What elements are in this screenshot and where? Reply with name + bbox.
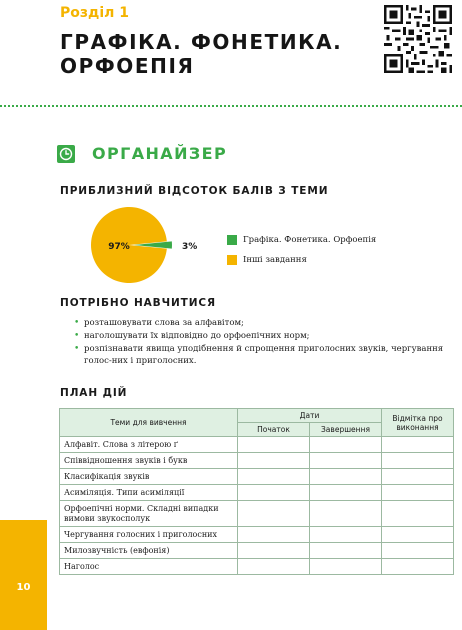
- start-date-cell[interactable]: [238, 437, 310, 453]
- table-row: [60, 501, 454, 527]
- mark-cell[interactable]: [382, 559, 454, 575]
- end-date-cell[interactable]: [310, 469, 382, 485]
- organizer-title: ОРГАНАЙЗЕР: [92, 144, 228, 163]
- pie-chart-svg: [86, 200, 216, 290]
- topic-cell: Чергування голосних і приголосних: [60, 527, 238, 543]
- page-title: [60, 30, 380, 78]
- mark-cell[interactable]: [382, 469, 454, 485]
- topic-cell: Милозвучність (евфонія): [60, 543, 238, 559]
- topic-cell: Алфавіт. Слова з літерою ґ: [60, 437, 238, 453]
- legend-label: Графіка. Фонетика. Орфоепія: [243, 235, 377, 245]
- chart-legend: [227, 230, 376, 270]
- table-row: [60, 559, 454, 575]
- legend-label: Інші завдання: [243, 255, 307, 265]
- learn-heading: ПОТРІБНО НАВЧИТИСЯ: [60, 297, 216, 309]
- end-date-cell[interactable]: [310, 453, 382, 469]
- list-item: [74, 330, 454, 342]
- end-date-cell[interactable]: [310, 437, 382, 453]
- page-title-line-1: ГРАФІКА. ФОНЕТИКА.: [60, 30, 343, 54]
- page-number: 10: [16, 582, 31, 593]
- table-row: [60, 485, 454, 501]
- topic-cell: Співвідношення звуків і букв: [60, 453, 238, 469]
- page-tab: [0, 520, 47, 630]
- column-header-dates: Дати: [238, 409, 382, 423]
- legend-item: [227, 230, 376, 250]
- mark-cell[interactable]: [382, 485, 454, 501]
- list-item-text: розпізнавати явища уподібнення й спрощення приголосних звуків, чергування голос-них і приголосних.: [84, 344, 444, 366]
- bullet-icon: •: [74, 318, 80, 328]
- topic-cell: Орфоепічні норми. Складні випадки вимови звукосполук: [60, 501, 238, 527]
- pie-data-label: 97%: [108, 242, 130, 252]
- start-date-cell[interactable]: [238, 527, 310, 543]
- section-label: Розділ 1: [60, 5, 129, 21]
- topic-cell: Класифікація звуків: [60, 469, 238, 485]
- mark-cell[interactable]: [382, 453, 454, 469]
- topic-cell: Наголос: [60, 559, 238, 575]
- table-row: [60, 527, 454, 543]
- list-item: [74, 343, 454, 367]
- column-header-end: Завершення: [310, 423, 382, 437]
- start-date-cell[interactable]: [238, 501, 310, 527]
- column-header-start: Початок: [238, 423, 310, 437]
- table-row: [60, 453, 454, 469]
- end-date-cell[interactable]: [310, 527, 382, 543]
- bullet-icon: •: [74, 331, 80, 341]
- column-header-mark: Відмітка про виконання: [382, 409, 454, 437]
- clock-icon: [57, 145, 75, 163]
- end-date-cell[interactable]: [310, 485, 382, 501]
- table-row: [60, 543, 454, 559]
- start-date-cell[interactable]: [238, 559, 310, 575]
- list-item-text: наголошувати їх відповідно до орфоепічних норм;: [84, 331, 310, 341]
- legend-swatch-green: [227, 235, 237, 245]
- qr-code: [384, 5, 452, 73]
- list-item: [74, 317, 454, 329]
- mark-cell[interactable]: [382, 543, 454, 559]
- table-row: [60, 437, 454, 453]
- topic-cell: Асиміляція. Типи асиміляції: [60, 485, 238, 501]
- learn-list: [74, 317, 454, 368]
- plan-table: [59, 408, 454, 575]
- mark-cell[interactable]: [382, 527, 454, 543]
- section-divider: [0, 105, 462, 107]
- legend-item: [227, 250, 376, 270]
- end-date-cell[interactable]: [310, 559, 382, 575]
- score-heading: ПРИБЛИЗНИЙ ВІДСОТОК БАЛІВ З ТЕМИ: [60, 185, 329, 197]
- pie-data-label: 3%: [182, 242, 198, 252]
- start-date-cell[interactable]: [238, 543, 310, 559]
- mark-cell[interactable]: [382, 437, 454, 453]
- start-date-cell[interactable]: [238, 453, 310, 469]
- page-title-line-2: ОРФОЕПІЯ: [60, 54, 195, 78]
- start-date-cell[interactable]: [238, 485, 310, 501]
- list-item-text: розташовувати слова за алфавітом;: [84, 318, 244, 328]
- pie-chart: [86, 200, 216, 290]
- column-header-topics: Теми для вивчення: [60, 409, 238, 437]
- end-date-cell[interactable]: [310, 501, 382, 527]
- legend-swatch-yellow: [227, 255, 237, 265]
- start-date-cell[interactable]: [238, 469, 310, 485]
- plan-heading: ПЛАН ДІЙ: [60, 387, 128, 399]
- end-date-cell[interactable]: [310, 543, 382, 559]
- table-row: [60, 469, 454, 485]
- mark-cell[interactable]: [382, 501, 454, 527]
- bullet-icon: •: [74, 344, 80, 354]
